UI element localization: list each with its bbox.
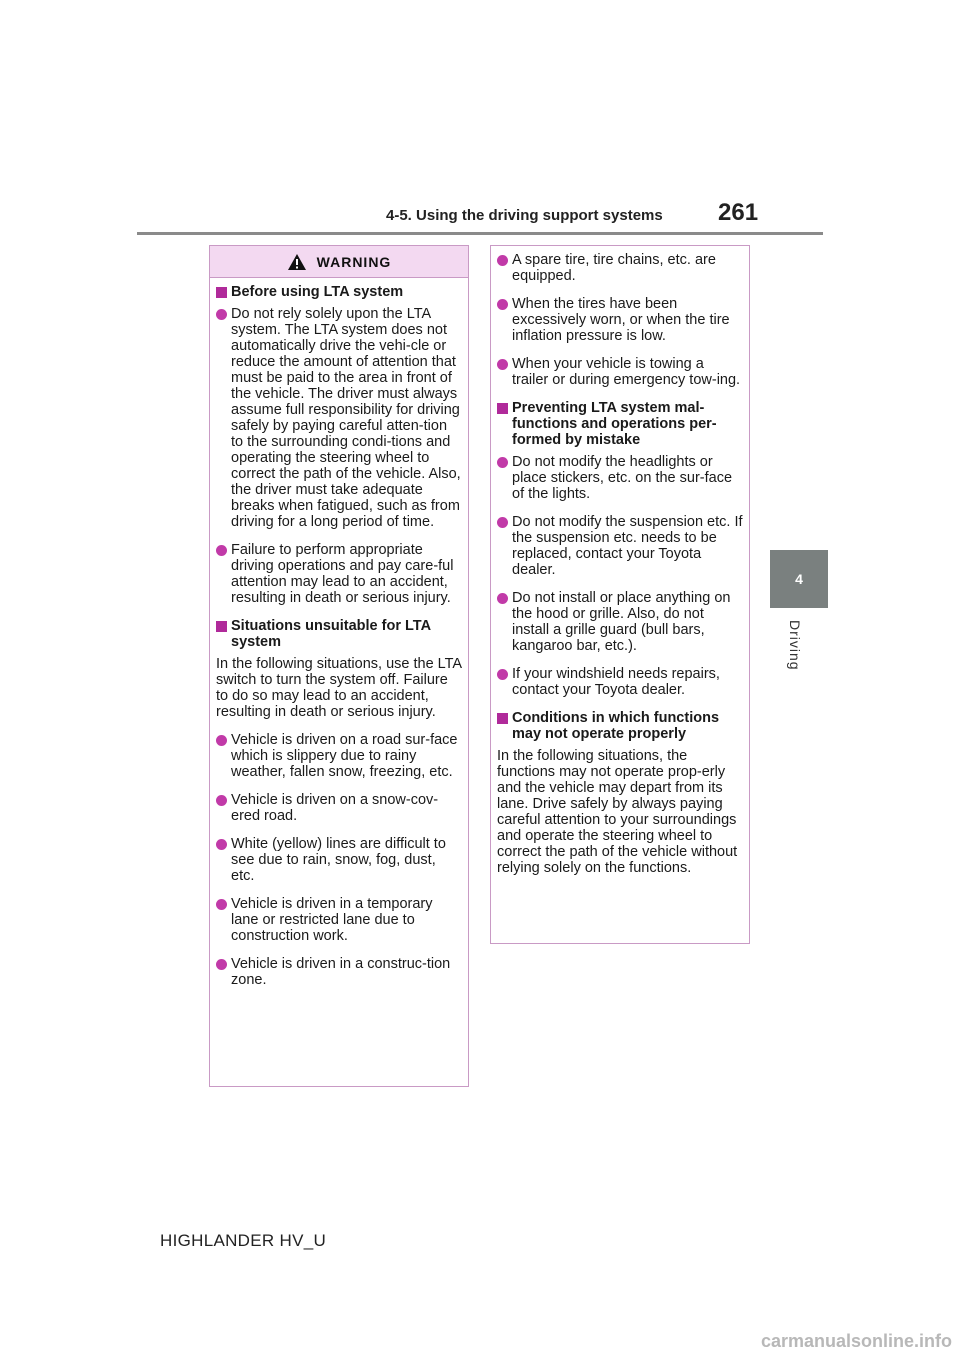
warning-box-left [209,245,469,1087]
list-item [216,732,462,780]
list-item [497,252,743,284]
subheading [216,618,462,650]
list-item-text: Do not rely solely upon the LTA system. The LTA system does not automatically drive the vehi-cle or reduce the amount of attention that must be paid to the area in front of the vehicle. The driver must always assume full responsibility for driving safely by paying careful atten-tion to the surrounding condi-tions and operating the steering wheel to correct the path of the vehicle. Also, the driver must take adequate breaks when fatigued, such as from driving for a long period of time. [231,306,461,530]
warning-box-right [490,245,750,944]
bullet-icon [497,457,508,468]
list-item-text: White (yellow) lines are difficult to see due to rain, snow, fog, dust, etc. [231,836,446,884]
list-item [216,306,462,530]
list-item-text: Vehicle is driven in a temporary lane or restricted lane due to construction work. [231,896,433,944]
list-item-text: Do not modify the headlights or place stickers, etc. on the sur-face of the lights. [512,454,733,502]
chapter-label: Driving [787,620,803,671]
footer-model: HIGHLANDER HV_U [160,1231,327,1250]
bullet-icon [216,545,227,556]
paragraph: In the following situations, use the LTA switch to turn the system off. Failure to do so may lead to an accident, resulting in death or serious injury. [216,656,462,720]
subheading [497,400,743,448]
list-item-text: Failure to perform appropriate driving operations and pay care-ful attention may lead to an accident, resulting in death or serious injury. [231,542,454,606]
section-title: 4-5. Using the driving support systems [386,207,663,224]
list-item [216,836,462,884]
subheading [497,710,743,742]
bullet-icon [497,255,508,266]
subheading-text: Before using LTA system [231,284,404,300]
bullet-icon [497,299,508,310]
bullet-icon [216,309,227,320]
subheading-text: Conditions in which functions may not operate properly [512,710,720,742]
chapter-tab[interactable] [770,550,828,608]
list-item [497,666,743,698]
list-item [216,792,462,824]
square-bullet-icon [497,403,508,414]
paragraph: In the following situations, the functions may not operate prop-erly and the vehicle may depart from its lane. Drive safely by always paying careful attention to your surroundings and operate the steering wheel to correct the path of the vehicle without relying solely on the functions. [497,748,738,876]
list-item-text: A spare tire, tire chains, etc. are equipped. [512,252,716,284]
subheading-text: Preventing LTA system mal-functions and operations per-formed by mistake [512,400,717,448]
subheading-text: Situations unsuitable for LTA system [231,618,431,650]
bullet-icon [497,593,508,604]
page-number: 261 [718,199,759,226]
list-item-text: If your windshield needs repairs, contact your Toyota dealer. [512,666,720,698]
list-item [497,296,743,344]
list-item-text: Vehicle is driven in a construc-tion zone. [231,956,451,988]
watermark: carmanualsonline.info [760,1331,952,1351]
warning-header [210,246,468,278]
bullet-icon [216,839,227,850]
bullet-icon [497,669,508,680]
bullet-icon [497,359,508,370]
list-item [216,956,462,988]
list-item [497,514,743,578]
square-bullet-icon [497,713,508,724]
square-bullet-icon [216,621,227,632]
list-item-text: Do not modify the suspension etc. If the suspension etc. needs to be replaced, contact your Toyota dealer. [512,514,743,578]
bullet-icon [497,517,508,528]
warning-title: WARNING [316,253,392,270]
list-item [216,896,462,944]
header-divider [137,232,823,235]
list-item [497,590,743,654]
bullet-icon [216,959,227,970]
list-item [497,454,743,502]
subheading [216,284,462,300]
bullet-icon [216,795,227,806]
bullet-icon [216,899,227,910]
list-item-text: Vehicle is driven on a snow-cov-ered road. [231,792,439,824]
list-item [216,542,462,606]
list-item-text: When your vehicle is towing a trailer or during emergency tow-ing. [512,356,741,388]
list-item-text: Vehicle is driven on a road sur-face which is slippery due to rainy weather, fallen snow, freezing, etc. [231,732,458,780]
square-bullet-icon [216,287,227,298]
list-item-text: Do not install or place anything on the hood or grille. Also, do not install a grille guard (bull bars, kangaroo bar, etc.). [512,590,731,654]
list-item-text: When the tires have been excessively worn, or when the tire inflation pressure is low. [512,296,730,344]
warning-triangle-icon [287,253,307,271]
bullet-icon [216,735,227,746]
list-item [497,356,743,388]
chapter-number: 4 [795,571,803,587]
